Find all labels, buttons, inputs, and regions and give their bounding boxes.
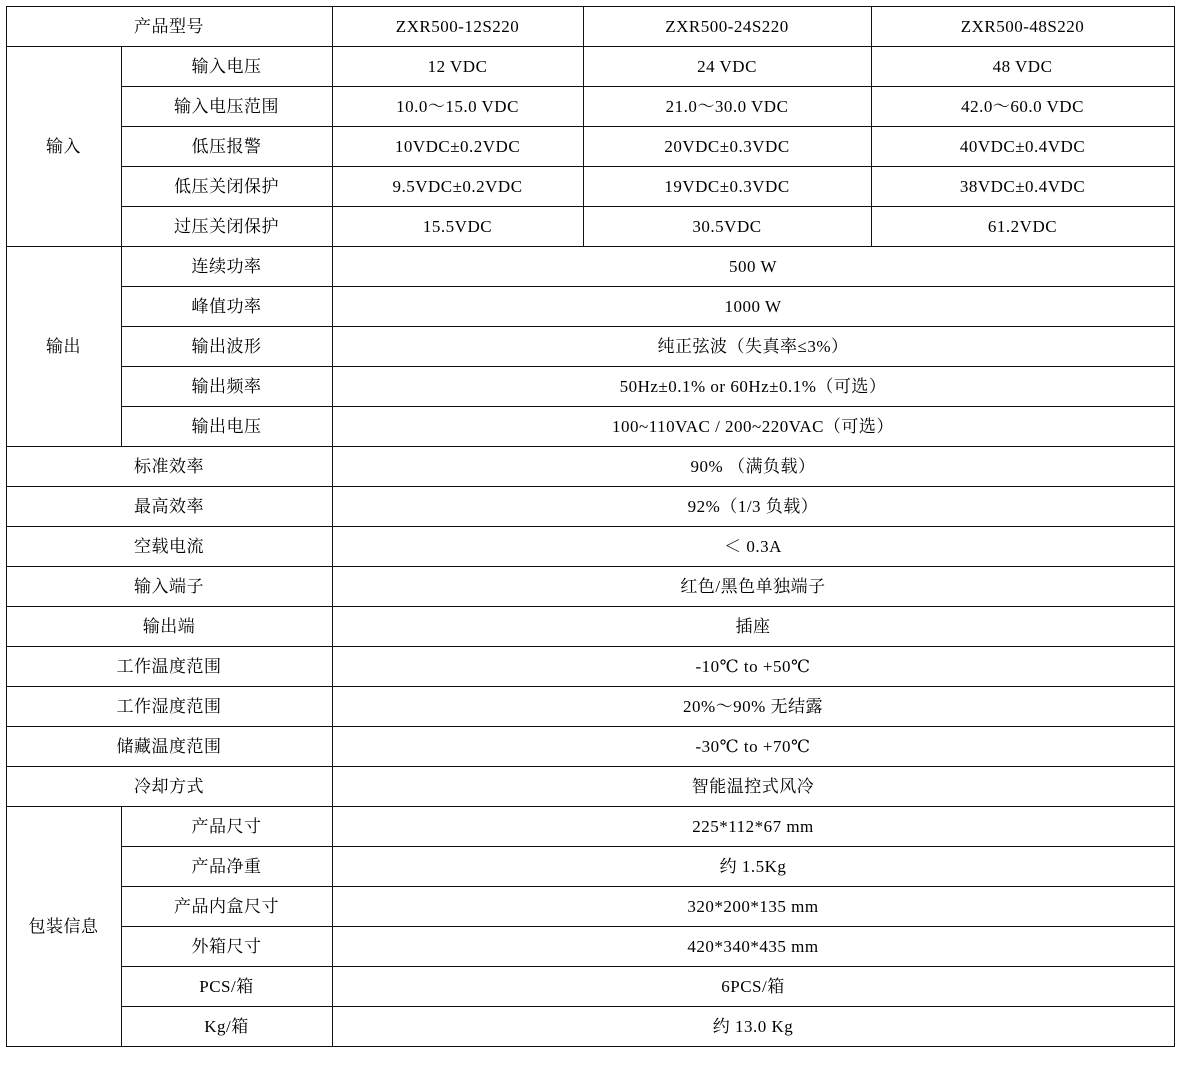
table-row [6,687,1174,727]
row-label: 输出电压 [121,407,332,447]
group-label-input: 输入 [6,47,121,247]
model-1: ZXR500-12S220 [332,7,583,47]
model-2: ZXR500-24S220 [583,7,871,47]
row-label: Kg/箱 [121,1007,332,1047]
row-label: 低压报警 [121,127,332,167]
row-label: 输出波形 [121,327,332,367]
row-label: 输入端子 [6,567,332,607]
row-label: 产品净重 [121,847,332,887]
table-row [6,47,1174,87]
row-label: 工作湿度范围 [6,687,332,727]
cell-value: 智能温控式风冷 [332,767,1174,807]
cell-value: 40VDC±0.4VDC [871,127,1174,167]
group-label-packaging: 包装信息 [6,807,121,1047]
cell-value: 约 13.0 Kg [332,1007,1174,1047]
model-3: ZXR500-48S220 [871,7,1174,47]
table-row [6,167,1174,207]
cell-value: 225*112*67 mm [332,807,1174,847]
row-label: 峰值功率 [121,287,332,327]
table-row [6,727,1174,767]
cell-value: 6PCS/箱 [332,967,1174,1007]
row-label: 连续功率 [121,247,332,287]
cell-value: 42.0～60.0 VDC [871,87,1174,127]
cell-value: 38VDC±0.4VDC [871,167,1174,207]
cell-value: 1000 W [332,287,1174,327]
cell-value: 320*200*135 mm [332,887,1174,927]
cell-value: 15.5VDC [332,207,583,247]
table-row [6,527,1174,567]
table-row [6,87,1174,127]
cell-value: 48 VDC [871,47,1174,87]
table-row [6,447,1174,487]
row-label: 冷却方式 [6,767,332,807]
row-label: 输出端 [6,607,332,647]
table-row [6,247,1174,287]
table-row-model-header [6,7,1174,47]
row-label: 产品尺寸 [121,807,332,847]
cell-value: 9.5VDC±0.2VDC [332,167,583,207]
cell-value: 20%～90% 无结露 [332,687,1174,727]
cell-value: 红色/黑色单独端子 [332,567,1174,607]
cell-value: 50Hz±0.1% or 60Hz±0.1%（可选） [332,367,1174,407]
table-row [6,327,1174,367]
row-label: 空载电流 [6,527,332,567]
table-row [6,367,1174,407]
table-row [6,407,1174,447]
row-label: 外箱尺寸 [121,927,332,967]
table-row [6,767,1174,807]
cell-value: -30℃ to +70℃ [332,727,1174,767]
cell-value: 90% （满负载） [332,447,1174,487]
table-row [6,127,1174,167]
cell-value: 10.0～15.0 VDC [332,87,583,127]
table-row [6,567,1174,607]
cell-value: 92%（1/3 负载） [332,487,1174,527]
row-label: 最高效率 [6,487,332,527]
product-specification-table [6,6,1175,1047]
table-row [6,487,1174,527]
cell-value: 纯正弦波（失真率≤3%） [332,327,1174,367]
cell-value: 约 1.5Kg [332,847,1174,887]
cell-value: 21.0～30.0 VDC [583,87,871,127]
cell-value: 30.5VDC [583,207,871,247]
row-label: 标准效率 [6,447,332,487]
cell-value: 61.2VDC [871,207,1174,247]
row-label: 输出频率 [121,367,332,407]
row-label: PCS/箱 [121,967,332,1007]
table-row [6,927,1174,967]
table-row [6,647,1174,687]
group-label-output: 输出 [6,247,121,447]
cell-value: -10℃ to +50℃ [332,647,1174,687]
cell-value: 10VDC±0.2VDC [332,127,583,167]
cell-value: 19VDC±0.3VDC [583,167,871,207]
table-row [6,207,1174,247]
cell-value: 420*340*435 mm [332,927,1174,967]
cell-value: 24 VDC [583,47,871,87]
row-label: 低压关闭保护 [121,167,332,207]
row-label: 工作温度范围 [6,647,332,687]
model-label: 产品型号 [6,7,332,47]
cell-value: 20VDC±0.3VDC [583,127,871,167]
cell-value: 12 VDC [332,47,583,87]
row-label: 产品内盒尺寸 [121,887,332,927]
table-row [6,607,1174,647]
table-row [6,847,1174,887]
row-label: 过压关闭保护 [121,207,332,247]
table-row [6,887,1174,927]
cell-value: ＜ 0.3A [332,527,1174,567]
table-row [6,967,1174,1007]
row-label: 储藏温度范围 [6,727,332,767]
table-row [6,287,1174,327]
table-row [6,807,1174,847]
row-label: 输入电压 [121,47,332,87]
cell-value: 500 W [332,247,1174,287]
cell-value: 100~110VAC / 200~220VAC（可选） [332,407,1174,447]
row-label: 输入电压范围 [121,87,332,127]
table-row [6,1007,1174,1047]
cell-value: 插座 [332,607,1174,647]
